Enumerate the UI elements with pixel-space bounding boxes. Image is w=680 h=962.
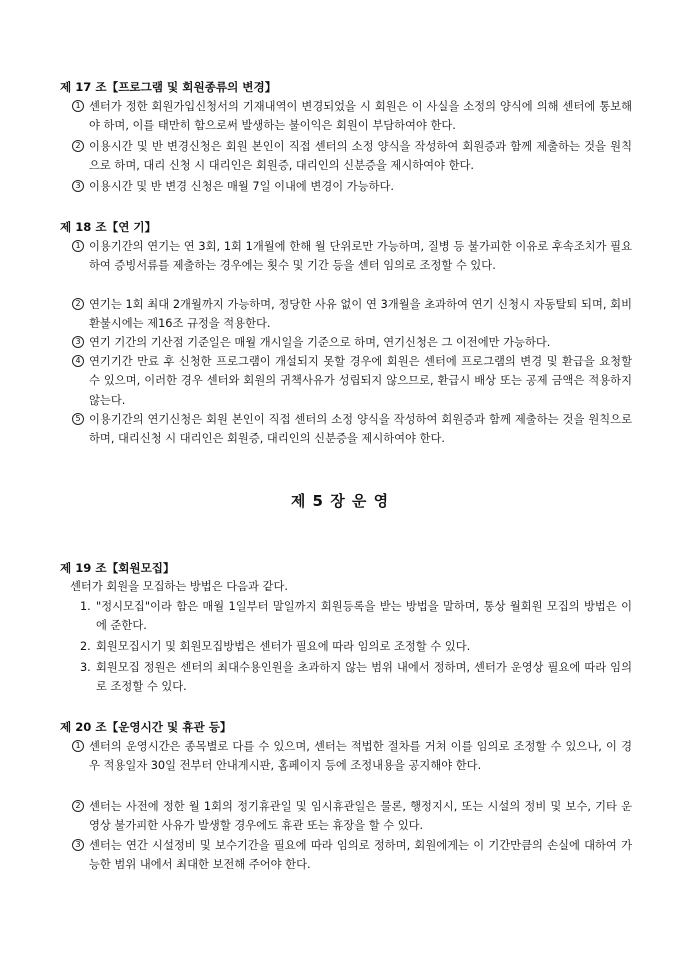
list-number: 1. <box>80 600 91 613</box>
chapter-5-title: 제 5 장 운 영 <box>290 492 390 510</box>
item-text: 연기는 1회 최대 2개월까지 가능하며, 정당한 사유 없이 연 3개월을 초과하여 연기 신청시 자동탈퇴 되며, 회비 환불시에는 제16조 규정을 적용한다. <box>89 298 632 331</box>
item-text: 회원모집시기 및 회원모집방법은 센터가 필요에 따라 임의로 조정할 수 있다. <box>96 640 471 653</box>
article-18-title: 제 18 조【연 기】 <box>60 220 157 234</box>
item-text: 연기기간 만료 후 신청한 프로그램이 개설되지 못할 경우에 회원은 센터에 프로그램의 변경 및 환급을 요청할 수 있으며, 이러한 경우 센터와 회원의 귀책사유가 성립되지 않으므로, 환급시 배상 또는 공제 금액은 적용하지 않는다. <box>89 355 632 407</box>
circled-number: 3 <box>72 839 84 851</box>
article-17-item-1 <box>72 97 632 136</box>
article-19-item-2 <box>80 637 632 656</box>
circled-number: 3 <box>72 336 84 348</box>
article-18-item-4 <box>72 352 632 410</box>
article-17-item-3 <box>72 177 632 196</box>
item-text: 연기 기간의 기산점 기준일은 매월 개시일을 기준으로 하며, 연기신청은 그 이전에만 가능하다. <box>89 336 551 349</box>
circled-number: 3 <box>72 180 84 192</box>
circled-number: 2 <box>72 140 84 152</box>
article-20-item-3 <box>72 836 632 875</box>
item-text: 센터는 사전에 정한 월 1회의 정기휴관일 및 임시휴관일은 물론, 행정지시, 또는 시설의 정비 및 보수, 기타 운영상 불가피한 사유가 발생할 경우에도 휴관 또는 휴장을 할 수 있다. <box>89 800 632 833</box>
article-18-item-1 <box>72 237 632 276</box>
item-text: "정시모집"이라 함은 매월 1일부터 말일까지 회원등록을 받는 방법을 말하며, 통상 월회원 모집의 방법은 이에 준한다. <box>96 600 632 633</box>
circled-number: 1 <box>72 740 84 752</box>
article-18-item-2 <box>72 295 632 334</box>
item-text: 이용시간 및 반 변경신청은 회원 본인이 직접 센터의 소정 양식을 작성하여 회원증과 함께 제출하는 것을 원칙으로 하며, 대리 신청 시 대리인은 회원증, 대리인의 신분증을 제시하여야 한다. <box>89 140 632 173</box>
circled-number: 1 <box>72 240 84 252</box>
article-18-item-5 <box>72 410 632 449</box>
list-number: 3. <box>80 661 91 674</box>
circled-number: 1 <box>72 100 84 112</box>
article-20-item-2 <box>72 797 632 836</box>
circled-number: 4 <box>72 355 84 367</box>
article-20-title: 제 20 조【운영시간 및 휴관 등】 <box>60 720 232 734</box>
article-19-item-3 <box>80 658 632 697</box>
item-text: 센터는 연간 시설정비 및 보수기간을 필요에 따라 임의로 정하며, 회원에게는 이 기간만큼의 손실에 대하여 가능한 범위 내에서 최대한 보전해 주어야 한다. <box>89 839 632 872</box>
article-18-item-3 <box>72 333 632 352</box>
article-20-item-1 <box>72 737 632 776</box>
item-text: 이용기간의 연기신청은 회원 본인이 직접 센터의 소정 양식을 작성하여 회원증과 함께 제출하는 것을 원칙으로 하며, 대리신청 시 대리인은 회원증, 대리인의 신분증을 제시하여야 한다. <box>89 413 632 446</box>
article-19-title: 제 19 조【회원모집】 <box>60 561 175 575</box>
article-19-item-1 <box>80 597 632 636</box>
list-number: 2. <box>80 640 91 653</box>
circled-number: 2 <box>72 800 84 812</box>
item-text: 회원모집 정원은 센터의 최대수용인원을 초과하지 않는 범위 내에서 정하며, 센터가 운영상 필요에 따라 임의로 조정할 수 있다. <box>96 661 632 694</box>
article-17-title: 제 17 조【프로그램 및 회원종류의 변경】 <box>60 80 277 94</box>
article-17-item-2 <box>72 137 632 176</box>
item-text: 이용기간의 연기는 연 3회, 1회 1개월에 한해 월 단위로만 가능하며, 질병 등 불가피한 이유로 후속조치가 필요하여 증빙서류를 제출하는 경우에는 횟수 및 기간 등을 센터 임의로 조정할 수 있다. <box>89 240 632 273</box>
circled-number: 2 <box>72 298 84 310</box>
item-text: 이용시간 및 반 변경 신청은 매월 7일 이내에 변경이 가능하다. <box>89 180 395 193</box>
item-text: 센터의 운영시간은 종목별로 다를 수 있으며, 센터는 적법한 절차를 거쳐 이를 임의로 조정할 수 있으나, 이 경우 적용일자 30일 전부터 안내게시판, 홈페이지 등에 조정내용을 공지해야 한다. <box>89 740 632 773</box>
item-text: 센터가 정한 회원가입신청서의 기재내역이 변경되었을 시 회원은 이 사실을 소정의 양식에 의해 센터에 통보해야 하며, 이를 태만히 함으로써 발생하는 불이익은 회원이 부담하여야 한다. <box>89 100 632 133</box>
circled-number: 5 <box>72 413 84 425</box>
article-19-intro: 센터가 회원을 모집하는 방법은 다음과 같다. <box>70 580 288 593</box>
